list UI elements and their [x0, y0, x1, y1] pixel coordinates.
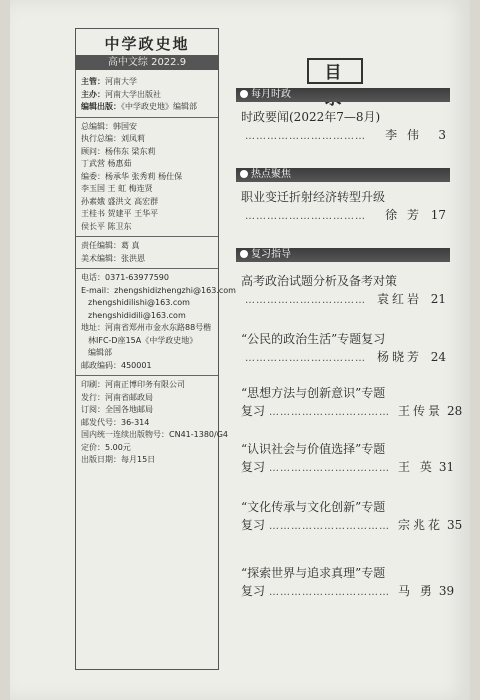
bullet-icon	[240, 90, 248, 98]
divider	[76, 375, 218, 376]
entry-continuation: 复习	[241, 404, 266, 418]
section-name: 每月时政	[251, 89, 291, 100]
bullet-icon	[240, 250, 248, 258]
editor-line: 美术编辑：张洪恩	[81, 253, 145, 263]
bullet-icon	[240, 170, 248, 178]
entry-author: 杨晓芳	[376, 350, 422, 364]
toc-entry[interactable]	[241, 564, 455, 600]
entry-author: 徐 芳	[385, 208, 422, 222]
entry-page: 35	[447, 518, 463, 532]
entry-author: 李 伟	[385, 128, 422, 142]
toc-entry[interactable]	[241, 272, 446, 308]
entry-title: “文化传承与文化创新”专题	[241, 500, 386, 514]
toc-entry[interactable]	[241, 330, 446, 366]
entry-title: “探索世界与追求真理”专题	[241, 566, 386, 580]
entry-title: “思想方法与创新意识”专题	[241, 386, 386, 400]
entry-author: 王 英	[398, 460, 435, 474]
staff-line: 顾问：杨伟东 梁东莉	[81, 146, 156, 156]
contact-line: zhengshididili@163.com	[88, 310, 186, 320]
magazine-title: 中学政史地	[104, 35, 190, 53]
leader-dots: ……………………………	[269, 407, 391, 418]
leader-dots: ……………………………	[245, 295, 366, 306]
leader-dots: ……………………………	[269, 463, 391, 474]
leader-dots: ……………………………	[269, 587, 391, 598]
contact-line: 编辑部	[88, 348, 112, 357]
entry-title: 高考政治试题分析及备考对策	[241, 274, 398, 288]
entry-page: 31	[438, 460, 455, 474]
entry-author: 袁红岩	[376, 292, 422, 306]
entry-page: 3	[438, 128, 446, 142]
publish-line: 国内统一连续出版物号：CN41-1380/G4	[81, 430, 228, 439]
entry-page: 39	[438, 584, 455, 598]
contact-line: zhengshidilishi@163.com	[88, 298, 190, 307]
value: 河南大学	[105, 77, 137, 86]
book-page	[10, 0, 470, 700]
publish-line: 邮发代号：36-314	[81, 417, 150, 427]
section-header	[236, 168, 450, 182]
toc-entry[interactable]	[241, 440, 455, 476]
editor-line: 责任编辑：葛 真	[81, 241, 140, 250]
section-header	[236, 248, 450, 262]
entry-page: 28	[447, 404, 463, 418]
entry-continuation: 复习	[241, 518, 266, 532]
contact-line: E-mail：zhengshidizhengzhi@163.com	[81, 285, 236, 295]
leader-dots: ……………………………	[245, 211, 366, 222]
staff-line: 王桂书 贺建平 王华平	[81, 209, 159, 218]
label: 主办：	[81, 89, 105, 99]
entry-page: 17	[430, 208, 446, 222]
entry-author: 马 勇	[398, 584, 435, 598]
toc-entry[interactable]	[241, 498, 463, 534]
divider	[76, 236, 218, 237]
contact-line: 电话：0371-63977590	[81, 273, 169, 282]
staff-line: 侯长平 陈卫东	[81, 221, 132, 231]
contact-line: 林IFC-D座15A《中学政史地》	[88, 335, 198, 345]
contact-line: 邮政编码：450001	[81, 360, 152, 370]
staff-line: 丁武营 杨惠茹	[81, 159, 132, 168]
toc-title: 目	[307, 58, 363, 84]
value: 河南大学出版社	[105, 89, 161, 99]
publish-line: 发行：河南省邮政局	[81, 392, 153, 402]
masthead-box	[75, 28, 236, 670]
entry-title: 时政要闻(2022年7—8月)	[241, 110, 381, 124]
publish-line: 印刷：河南正博印务有限公司	[81, 380, 185, 389]
section-name: 热点聚焦	[251, 169, 291, 180]
section-name: 复习指导	[251, 249, 291, 260]
publish-line: 出版日期：每月15日	[81, 455, 156, 464]
staff-line: 执行总编：刘凤莉	[81, 134, 145, 143]
toc-entry[interactable]	[241, 384, 463, 420]
toc-entry[interactable]	[241, 108, 446, 144]
contact-line: 地址：河南省郑州市金水东路88号楷	[81, 323, 212, 332]
divider	[76, 268, 218, 269]
entry-author: 宗兆花	[398, 518, 444, 532]
publish-line: 订阅：全国各地邮局	[81, 405, 153, 414]
label: 编辑出版：	[81, 102, 121, 111]
leader-dots: ……………………………	[245, 131, 366, 142]
entry-title: “公民的政治生活”专题复习	[241, 332, 386, 346]
entry-page: 24	[430, 350, 446, 364]
leader-dots: ……………………………	[269, 521, 391, 532]
staff-line: 总编辑：韩国安	[81, 121, 137, 131]
entry-continuation: 复习	[241, 460, 266, 474]
entry-page: 21	[430, 292, 446, 306]
entry-continuation: 复习	[241, 584, 266, 598]
entry-title: “认识社会与价值选择”专题	[241, 442, 386, 456]
value: 《中学政史地》编辑部	[121, 102, 197, 111]
leader-dots: ……………………………	[245, 353, 366, 364]
staff-line: 孙素娥 盛洪文 高宏群	[81, 196, 159, 206]
publish-line: 定价：5.00元	[81, 442, 131, 452]
label: 主管：	[81, 77, 105, 86]
toc-entry[interactable]	[241, 188, 446, 224]
entry-author: 王传景	[398, 404, 444, 418]
staff-line: 编委：杨承华 张秀莉 杨仕保	[81, 171, 183, 181]
section-header	[236, 88, 450, 102]
issue-banner: 高中文综 2022.9	[75, 55, 219, 70]
divider	[76, 117, 218, 118]
masthead-body	[76, 70, 236, 467]
entry-title: 职业变迁折射经济转型升级	[241, 190, 386, 204]
staff-line: 李玉国 王 虹 梅连贤	[81, 184, 153, 193]
